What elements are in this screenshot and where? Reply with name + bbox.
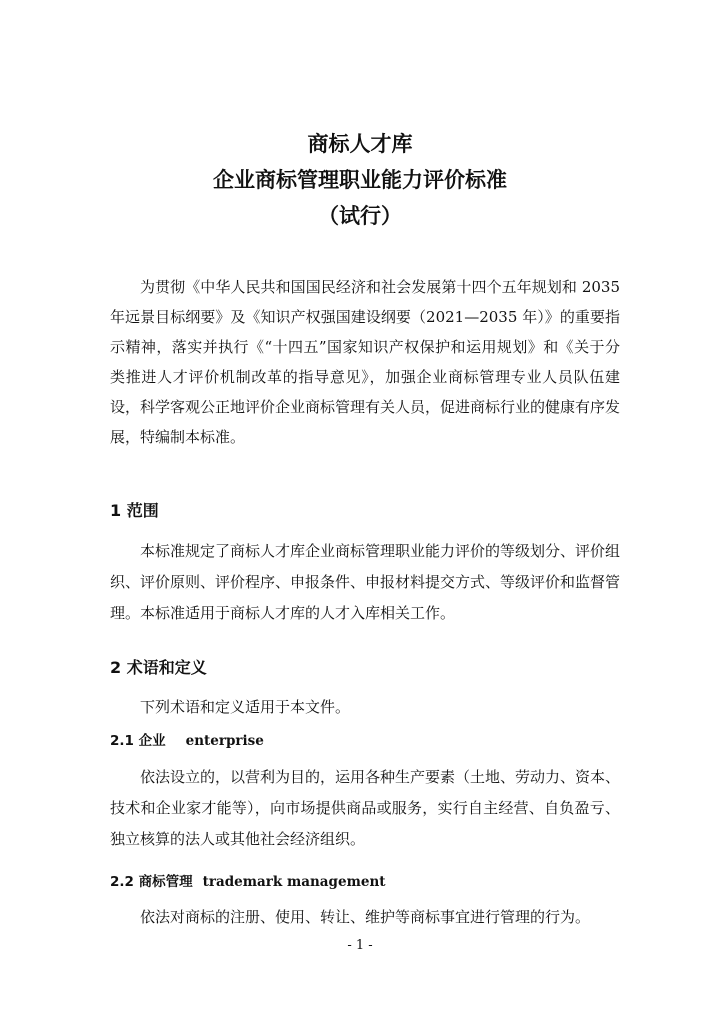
subsection-2-1-heading bbox=[110, 730, 264, 752]
section-1-paragraph-1: 本标准规定了商标人才库企业商标管理职业能力评价的等级划分、评价组织、评价原则、评价程序、申报条件、申报材料提交方式、等级评价和监督管理。 bbox=[110, 542, 621, 622]
subsection-2-1-title: 2.1 企业 bbox=[110, 733, 166, 749]
document-title bbox=[0, 126, 720, 234]
title-line-1: 商标人才库 bbox=[307, 132, 413, 156]
subsection-2-2-definition: 依法对商标的注册、使用、转让、维护等商标事宜进行管理的行为。 bbox=[140, 908, 591, 926]
page-number: - 1 - bbox=[347, 938, 373, 953]
subsection-2-2-english: trademark management bbox=[202, 874, 386, 890]
intro-paragraph: 为贯彻《中华人民共和国国民经济和社会发展第十四个五年规划和 2035 年远景目标纲要》及《知识产权强国建设纲要（2021—2035 年）》的重要指示精神，落实并执行《“十四五”国家知识产权保护和运用规划》和《关于分类推进人才评价机制改革的指导意见》，加强企业商标管理专业人员队伍建设，科学客观公正地评价企业商标管理有关人员，促进商标行业的健康有序发展，特编制本标准。 bbox=[110, 278, 621, 446]
section-1-paragraph-2: 本标准适用于商标人才库的人才入库相关工作。 bbox=[140, 604, 456, 622]
title-line-3: （试行） bbox=[318, 204, 402, 228]
section-1-heading: 1 范围 bbox=[110, 501, 159, 520]
subsection-2-1-definition: 依法设立的，以营利为目的，运用各种生产要素（土地、劳动力、资本、技术和企业家才能等），向市场提供商品或服务，实行自主经营、自负盈亏、独立核算的法人或其他社会经济组织。 bbox=[110, 768, 621, 848]
section-2-heading: 2 术语和定义 bbox=[110, 658, 207, 677]
section-2-paragraph-1: 下列术语和定义适用于本文件。 bbox=[140, 698, 351, 716]
subsection-2-1-english: enterprise bbox=[185, 733, 264, 749]
subsection-2-2-heading bbox=[110, 871, 386, 893]
title-line-2: 企业商标管理职业能力评价标准 bbox=[213, 168, 507, 192]
subsection-2-2-title: 2.2 商标管理 bbox=[110, 874, 193, 890]
